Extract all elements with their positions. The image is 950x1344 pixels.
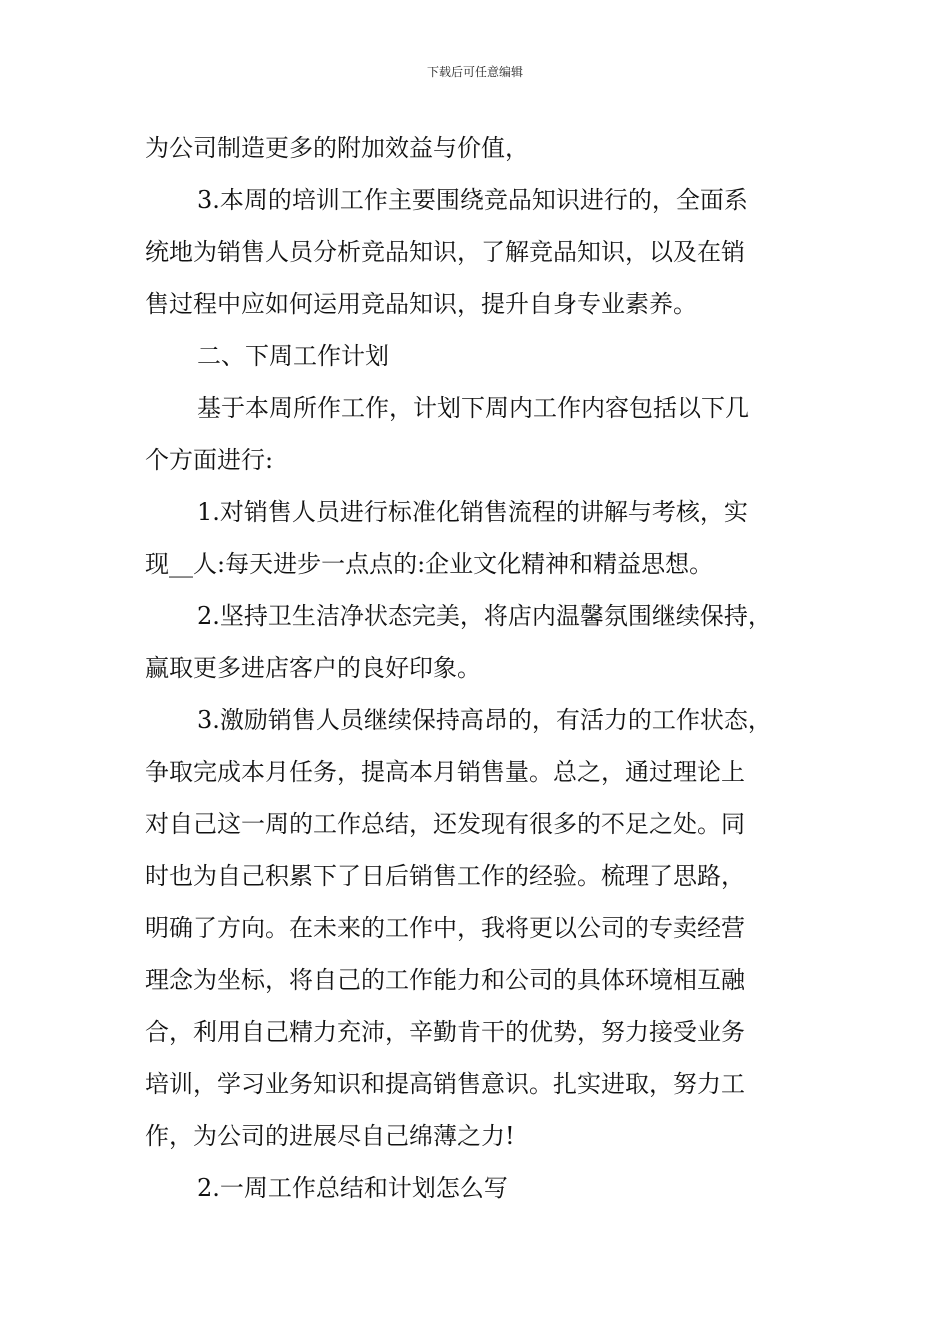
page-header: 下载后可任意编辑 bbox=[426, 65, 523, 79]
text-line: 培训，学习业务知识和提高销售意识。扎实进取，努力工 bbox=[145, 1070, 745, 1098]
text-line: 基于本周所作工作，计划下周内工作内容包括以下几 bbox=[197, 394, 749, 422]
text-line: 3.激励销售人员继续保持高昂的，有活力的工作状态， bbox=[197, 706, 772, 734]
text-line: 现__人:每天进步一点点的:企业文化精神和精益思想。 bbox=[145, 550, 714, 578]
text-line: 时也为自己积累下了日后销售工作的经验。梳理了思路， bbox=[145, 862, 745, 890]
text-line: 作，为公司的进展尽自己绵薄之力! bbox=[145, 1122, 515, 1150]
text-line: 争取完成本月任务，提高本月销售量。总之，通过理论上 bbox=[145, 758, 745, 786]
text-line: 售过程中应如何运用竞品知识，提升自身专业素养。 bbox=[145, 290, 697, 318]
text-line: 2.坚持卫生洁净状态完美，将店内温馨氛围继续保持， bbox=[197, 602, 772, 630]
text-line: 统地为销售人员分析竞品知识，了解竞品知识，以及在销 bbox=[145, 238, 745, 266]
text-line: 1.对销售人员进行标准化销售流程的讲解与考核，实 bbox=[197, 498, 748, 526]
section-heading: 2.一周工作总结和计划怎么写 bbox=[197, 1174, 508, 1202]
text-line: 对自己这一周的工作总结，还发现有很多的不足之处。同 bbox=[145, 810, 745, 838]
text-line: 个方面进行: bbox=[145, 446, 274, 474]
text-line: 理念为坐标，将自己的工作能力和公司的具体环境相互融 bbox=[145, 966, 745, 994]
document-body bbox=[145, 122, 815, 1214]
text-line: 为公司制造更多的附加效益与价值， bbox=[145, 134, 529, 162]
text-line: 明确了方向。在未来的工作中，我将更以公司的专卖经营 bbox=[145, 914, 745, 942]
text-line: 合，利用自己精力充沛，辛勤肯干的优势，努力接受业务 bbox=[145, 1018, 745, 1046]
text-line: 3.本周的培训工作主要围绕竞品知识进行的，全面系 bbox=[197, 186, 748, 214]
text-line: 赢取更多进店客户的良好印象。 bbox=[145, 654, 481, 682]
section-heading: 二、下周工作计划 bbox=[197, 342, 389, 370]
